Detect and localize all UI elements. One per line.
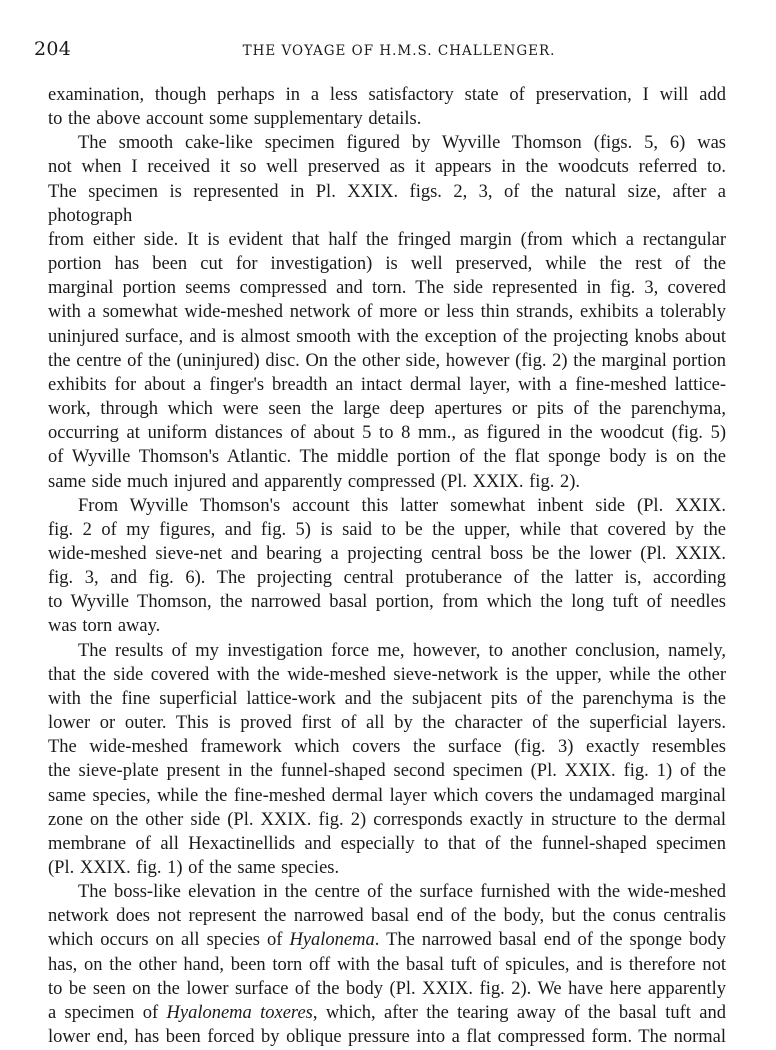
text-line: to Wyville Thomson, the narrowed basal portion, from which the long tuft of needles: [48, 592, 726, 613]
page-number: 204: [34, 38, 72, 60]
text-line: fig. 2 of my figures, and fig. 5) is said to be the upper, while that covered by the: [48, 519, 726, 540]
text-line: membrane of all Hexactinellids and especially to that of the funnel-shaped specimen: [48, 833, 726, 854]
text-line: occurring at uniform distances of about 5 to 8 mm., as figured in the woodcut (fig. 5): [48, 423, 726, 444]
text-line: (Pl. XXIX. fig. 1) of the same species.: [48, 858, 340, 878]
body-text: [48, 83, 726, 1049]
text-line: The boss-like elevation in the centre of the surface furnished with the wide-meshed: [78, 882, 726, 903]
text-line: not when I received it so well preserved as it appears in the woodcuts referred to.: [48, 157, 726, 178]
text-line: which occurs on all species of Hyalonema. The narrowed basal end of the sponge body: [48, 930, 726, 951]
text-line: of Wyville Thomson's Atlantic. The middle portion of the flat sponge body is on the: [48, 447, 726, 468]
text-line: with the fine superficial lattice-work and the subjacent pits of the parenchyma is the: [48, 688, 726, 709]
text-line: The specimen is represented in Pl. XXIX. figs. 2, 3, of the natural size, after a photograph: [48, 181, 726, 226]
text-line: marginal portion seems compressed and torn. The side represented in fig. 3, covered: [48, 278, 726, 299]
text-line: lower end, has been forced by oblique pressure into a flat compressed form. The normal: [48, 1027, 726, 1048]
text-line: zone on the other side (Pl. XXIX. fig. 2) corresponds exactly in structure to the dermal: [48, 809, 726, 830]
text-line: uninjured surface, and is almost smooth with the exception of the projecting knobs about: [48, 326, 726, 347]
paragraph: [48, 494, 726, 639]
text-line: to be seen on the lower surface of the body (Pl. XXIX. fig. 2). We have here apparently: [48, 978, 726, 999]
paragraph: [48, 880, 726, 1049]
text-line: portion has been cut for investigation) is well preserved, while the rest of the: [48, 254, 726, 275]
paragraph: [48, 639, 726, 881]
italic-term: Hyalonema: [289, 930, 375, 951]
text-line: wide-meshed sieve-net and bearing a projecting central boss be the lower (Pl. XXIX.: [48, 543, 726, 564]
text-line: From Wyville Thomson's account this latter somewhat inbent side (Pl. XXIX.: [78, 495, 726, 516]
text-line: the sieve-plate present in the funnel-shaped second specimen (Pl. XXIX. fig. 1) of the: [48, 761, 726, 782]
paragraph: [48, 131, 726, 493]
text-line: same species, while the fine-meshed dermal layer which covers the undamaged marginal: [48, 785, 726, 806]
text-line: network does not represent the narrowed basal end of the body, but the conus centralis: [48, 906, 726, 927]
page-header: [34, 38, 744, 64]
text-line: with a somewhat wide-meshed network of more or less thin strands, exhibits a tolerably: [48, 302, 726, 323]
text-line: that the side covered with the wide-meshed sieve-network is the upper, while the other: [48, 664, 726, 685]
text-line: examination, though perhaps in a less satisfactory state of preservation, I will add: [48, 85, 726, 105]
text-line: The smooth cake-like specimen figured by Wyville Thomson (figs. 5, 6) was: [78, 133, 726, 154]
text-line: The results of my investigation force me, however, to another conclusion, namely,: [78, 640, 726, 661]
text-line: The wide-meshed framework which covers the surface (fig. 3) exactly resembles: [48, 737, 726, 758]
text-line: same side much injured and apparently compressed (Pl. XXIX. fig. 2).: [48, 471, 580, 492]
text-line: exhibits for about a finger's breadth an intact dermal layer, with a fine-meshed lattice-: [48, 374, 726, 395]
text-line: from either side. It is evident that half the fringed margin (from which a rectangular: [48, 229, 726, 250]
text-line: was torn away.: [48, 616, 161, 637]
italic-term: Hyalonema toxeres: [166, 1002, 313, 1023]
text-line: fig. 3, and fig. 6). The projecting central protuberance of the latter is, according: [48, 568, 726, 589]
paragraph: [48, 83, 726, 131]
text-line: to the above account some supplementary details.: [48, 109, 422, 130]
text-line: work, through which were seen the large deep apertures or pits of the parenchyma,: [48, 399, 726, 420]
text-line: a specimen of Hyalonema toxeres, which, after the tearing away of the basal tuft and: [48, 1002, 726, 1023]
running-title: THE VOYAGE OF H.M.S. CHALLENGER.: [242, 43, 556, 59]
text-line: has, on the other hand, been torn off with the basal tuft of spicules, and is therefore not: [48, 954, 726, 975]
text-line: lower or outer. This is proved first of all by the character of the superficial layers.: [48, 713, 726, 734]
text-line: the centre of the (uninjured) disc. On the other side, however (fig. 2) the marginal portion: [48, 350, 726, 371]
